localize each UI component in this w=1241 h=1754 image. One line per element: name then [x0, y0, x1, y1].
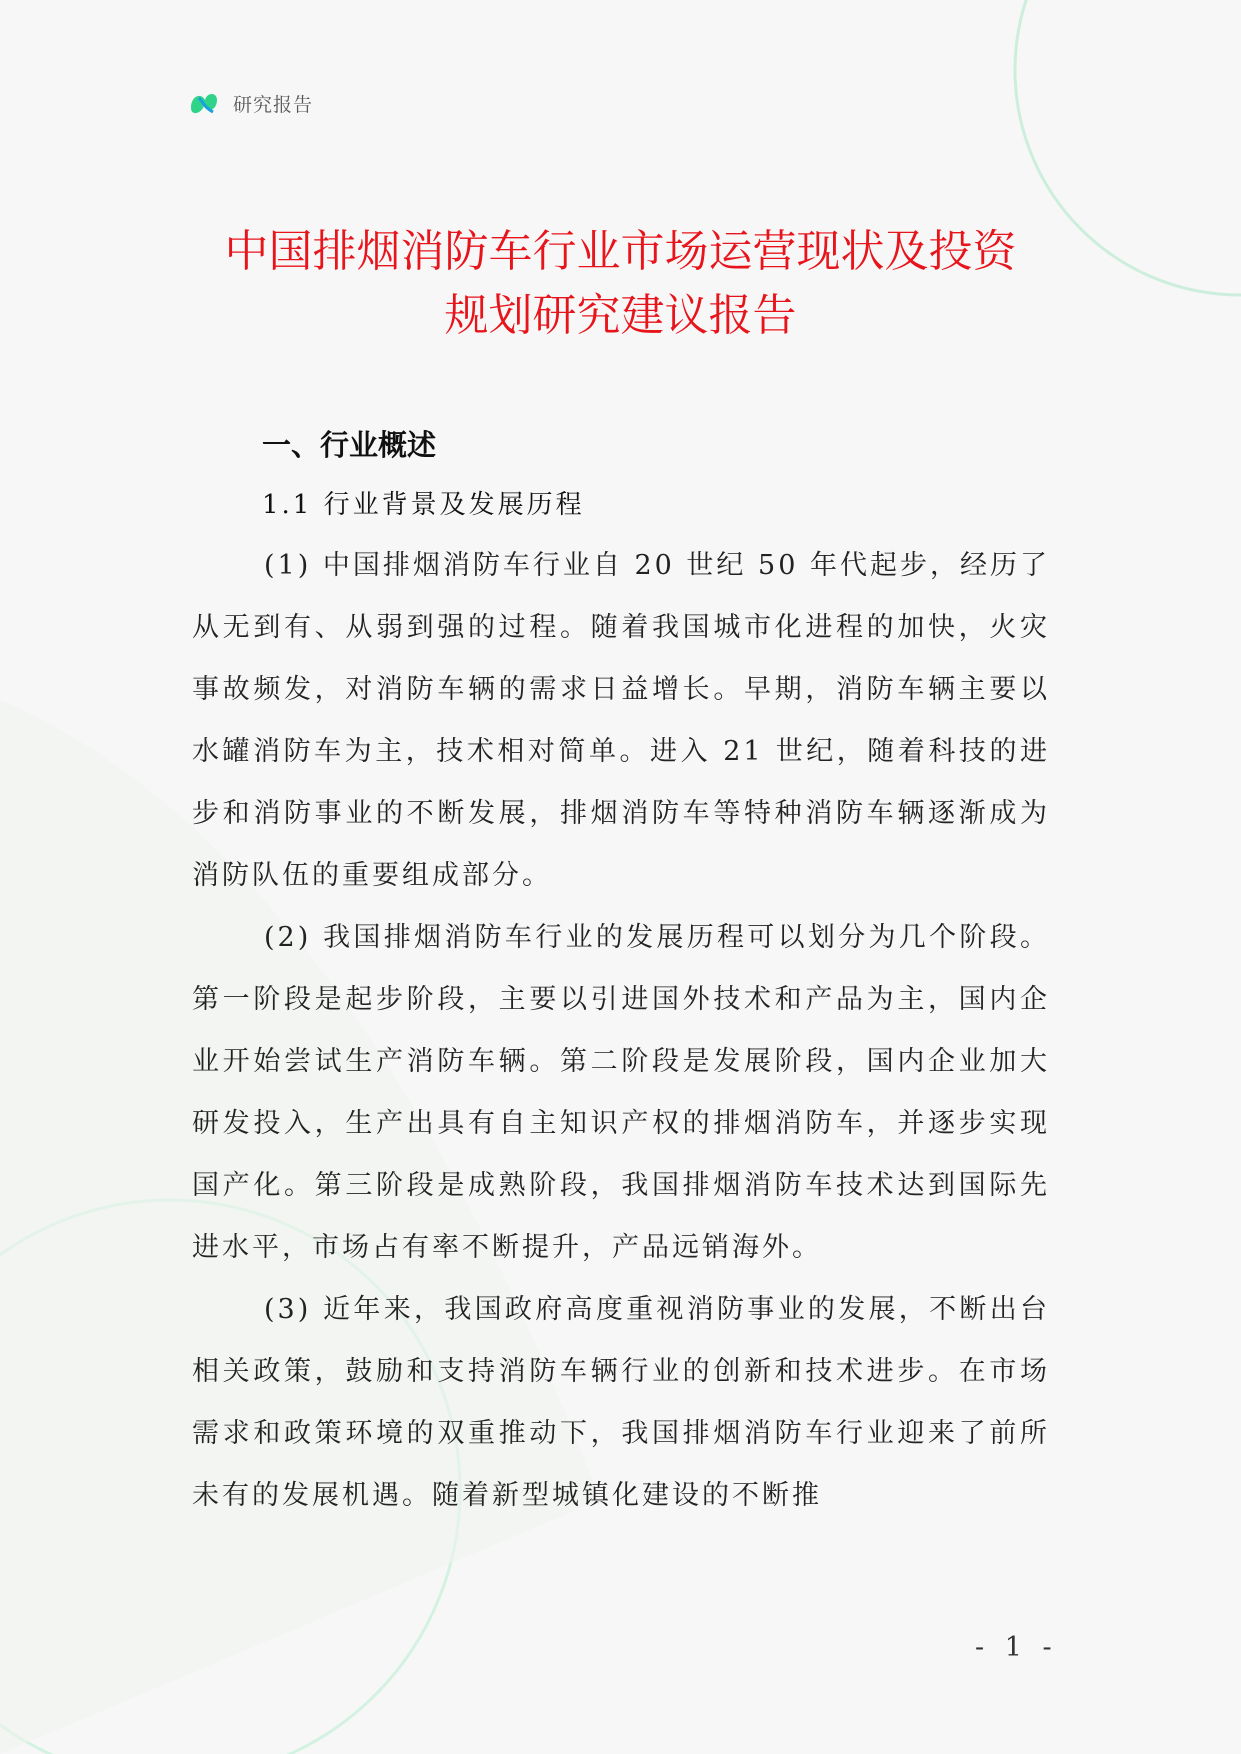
paragraph-3: (3) 近年来，我国政府高度重视消防事业的发展，不断出台相关政策，鼓励和支持消防车辆行业的创新和技术进步。在市场需求和政策环境的双重推动下，我国排烟消防车行业迎来了前所未有的发展机遇。随着新型城镇化建设的不断推 [192, 1294, 1050, 1511]
header-label: 研究报告 [233, 93, 314, 116]
paragraph-1: (1) 中国排烟消防车行业自 20 世纪 50 年代起步，经历了从无到有、从弱到强的过程。随着我国城市化进程的加快，火灾事故频发，对消防车辆的需求日益增长。早期，消防车辆主要以水罐消防车为主，技术相对简单。进入 21 世纪，随着科技的进步和消防事业的不断发展，排烟消防车等特种消防车辆逐渐成为消防队伍的重要组成部分。 [192, 550, 1050, 891]
title-line-1: 中国排烟消防车行业市场运营现状及投资 [224, 226, 1017, 277]
page-number: - 1 - [975, 1632, 1058, 1663]
page-header [187, 86, 313, 120]
document-title [150, 220, 1091, 348]
paragraph-2: (2) 我国排烟消防车行业的发展历程可以划分为几个阶段。第一阶段是起步阶段，主要以引进国外技术和产品为主，国内企业开始尝试生产消防车辆。第二阶段是发展阶段，国内企业加大研发投入，生产出具有自主知识产权的排烟消防车，并逐步实现国产化。第三阶段是成熟阶段，我国排烟消防车技术达到国际先进水平，市场占有率不断提升，产品远销海外。 [192, 922, 1050, 1263]
title-line-2: 规划研究建议报告 [444, 290, 797, 341]
document-body [192, 415, 1050, 1527]
section-heading: 一、行业概述 [262, 428, 437, 462]
subsection-heading: 1.1 行业背景及发展历程 [262, 490, 585, 520]
leaf-logo-icon [187, 86, 221, 120]
